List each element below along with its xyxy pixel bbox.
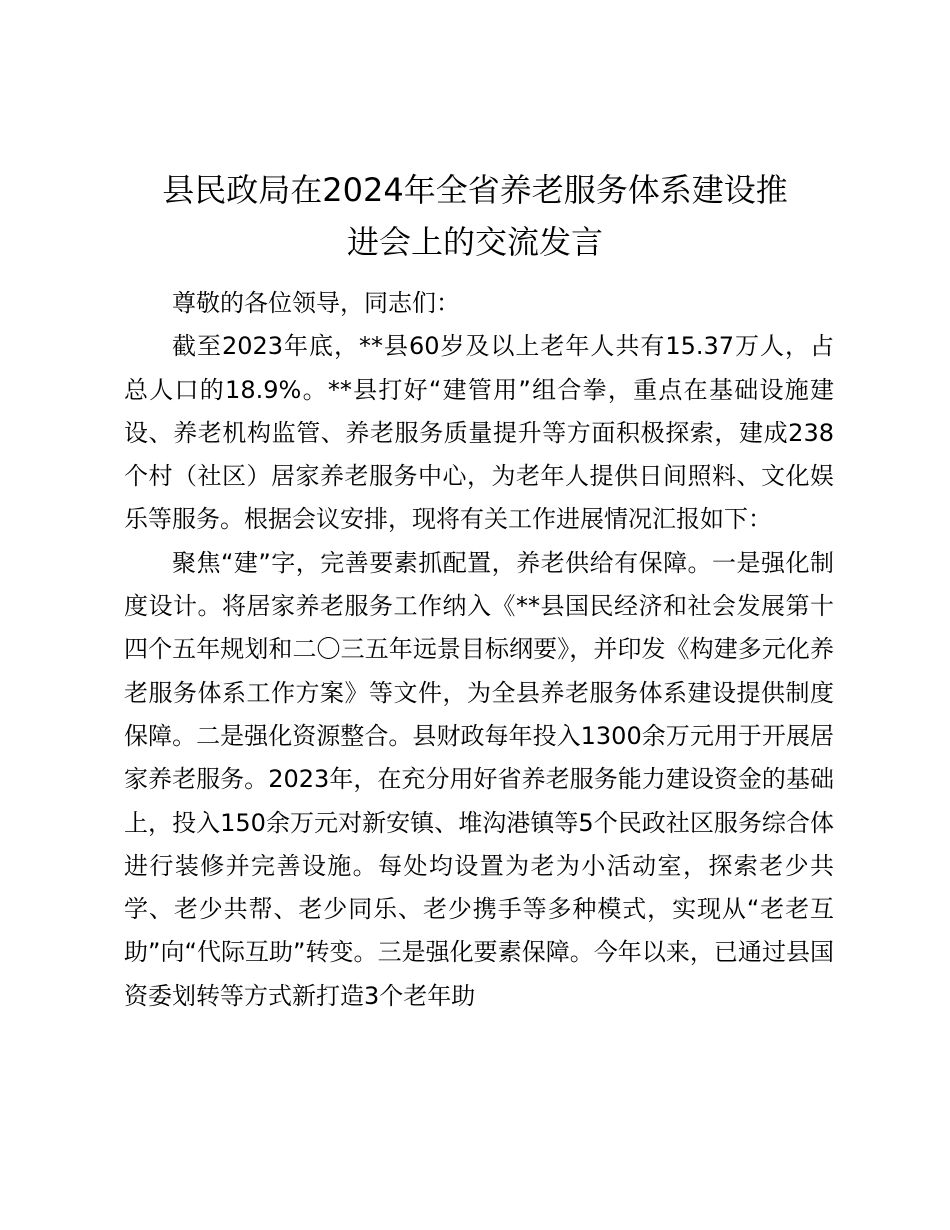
paragraph-1: 截至2023年底，**县60岁及以上老年人共有15.37万人，占总人口的18.9%。**县打好“建管用”组合拳，重点在基础设施建设、养老机构监管、养老服务质量提升等方面积极探索，建成238个村（社区）居家养老服务中心，为老年人提供日间照料、文化娱乐等服务。根据会议安排，现将有关工作进展情况汇报如下： (124, 332, 834, 534)
document-title (100, 164, 850, 268)
title-line-2: 进会上的交流发言 (346, 223, 603, 261)
document-body (124, 282, 834, 1018)
paragraph-2: 聚焦“建”字，完善要素抓配置，养老供给有保障。一是强化制度设计。将居家养老服务工作纳入《**县国民经济和社会发展第十四个五年规划和二〇三五年远景目标纲要》，并印发《构建多元化养老服务体系工作方案》等文件，为全县养老服务体系建设提供制度保障。二是强化资源整合。县财政每年投入1300余万元用于开展居家养老服务。2023年，在充分用好省养老服务能力建设资金的基础上，投入150余万元对新安镇、堆沟港镇等5个民政社区服务综合体进行装修并完善设施。每处均设置为老为小活动室，探索老少共学、老少共帮、老少同乐、老少携手等多种模式，实现从“老老互助”向“代际互助”转变。三是强化要素保障。今年以来，已通过县国资委划转等方式新打造3个老年助 (124, 548, 834, 1010)
salutation: 尊敬的各位领导，同志们： (172, 289, 460, 317)
title-line-1: 县民政局在2024年全省养老服务体系建设推 (162, 171, 788, 209)
